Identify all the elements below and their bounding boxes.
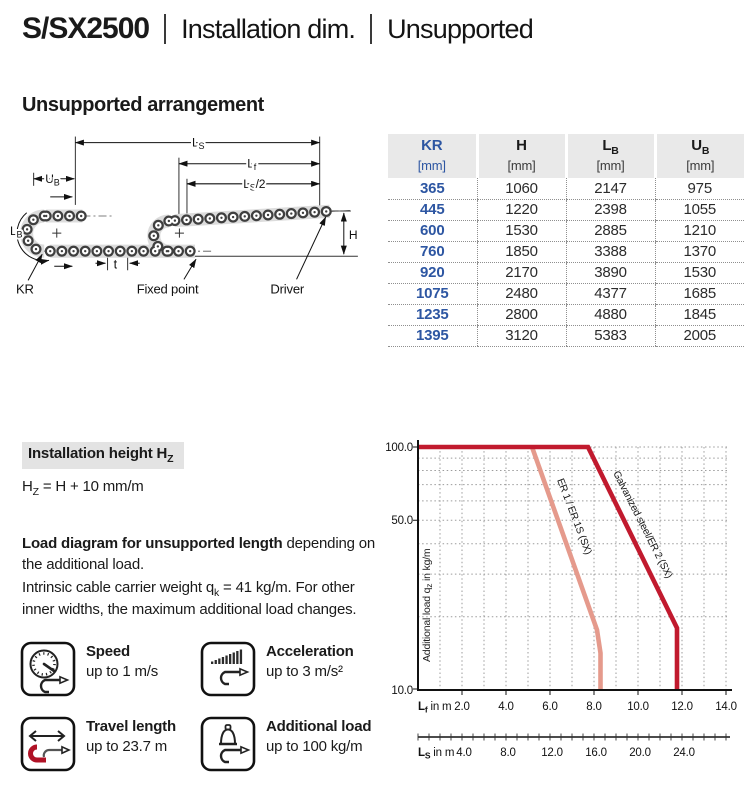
acceleration-icon	[200, 641, 256, 697]
header-divider	[370, 14, 372, 44]
feature-title: Travel length	[86, 718, 176, 735]
y-tick: 100.0	[385, 442, 413, 454]
x2-tick: 12.0	[541, 747, 563, 759]
x-tick: 6.0	[542, 701, 558, 713]
feature-acceleration	[200, 641, 354, 697]
x-tick: 12.0	[671, 701, 693, 713]
feature-title: Acceleration	[266, 643, 354, 660]
feature-value: up to 3 m/s²	[266, 662, 343, 680]
y-axis-label: Additional load qz in kg/m	[421, 548, 434, 662]
header-divider	[164, 14, 166, 44]
header-section: Installation dim.	[181, 13, 356, 44]
center-marks	[52, 229, 184, 238]
x2-tick: 8.0	[500, 747, 516, 759]
x2-tick: 16.0	[585, 747, 607, 759]
x-tick: 4.0	[498, 701, 514, 713]
table-row: 760 1850 3388 1370	[388, 241, 744, 262]
feature-additional-load	[200, 716, 371, 772]
x-tick: 8.0	[586, 701, 602, 713]
dim-label-kr: KR	[16, 281, 34, 297]
feature-value: up to 100 kg/m	[266, 737, 363, 755]
y-tick: 10.0	[391, 685, 413, 697]
table-row: 1235 2800 4880 1845	[388, 304, 744, 325]
cable-carrier-chain	[27, 211, 330, 251]
dim-label-ls: $L_S$	[191, 135, 205, 152]
col-header-lb: $L_B$ [mm]	[566, 134, 655, 178]
series-er2-label: Galvanized steel/ER 2 (SX)	[610, 469, 675, 581]
page-header	[22, 12, 533, 46]
dim-label-lb: $L_B$	[10, 224, 23, 240]
additional-load-icon	[200, 716, 256, 772]
table-row: 600 1530 2885 1210	[388, 220, 744, 241]
dim-label-lf: $L_f$	[247, 156, 257, 173]
feature-value: up to 23.7 m	[86, 737, 167, 755]
section-title: Unsupported arrangement	[22, 94, 264, 116]
series-er1-label: ER 1 / ER 1S (SX)	[554, 477, 594, 557]
col-header-kr: KR [mm]	[388, 134, 477, 178]
speedometer-icon	[20, 641, 76, 697]
label-fixed-point: Fixed point	[136, 281, 199, 297]
unsupported-arrangement-diagram	[8, 128, 380, 310]
feature-title: Speed	[86, 643, 131, 660]
table-row: 1075 2480 4377 1685	[388, 283, 744, 304]
header-page: Unsupported	[387, 13, 533, 44]
x-axis-label: $L_f$ in m	[418, 701, 452, 715]
load-diagram-note: Load diagram for unsupported length depending on the additional load.	[22, 535, 375, 573]
x2-axis-label: $L_S$ in m	[418, 747, 455, 761]
feature-title: Additional load	[266, 718, 372, 735]
dim-label-h: H	[348, 228, 358, 243]
dimensions-table	[388, 134, 744, 347]
x2-tick: 24.0	[673, 747, 695, 759]
table-row: 920 2170 3890 1530	[388, 262, 744, 283]
x-tick: 2.0	[454, 701, 470, 713]
x-tick: 10.0	[627, 701, 649, 713]
x2-tick: 4.0	[456, 747, 472, 759]
x-tick: 14.0	[715, 701, 737, 713]
col-header-h: H [mm]	[477, 134, 566, 178]
table-row: 365 1060 2147 975	[388, 178, 744, 199]
load-diagram-chart	[380, 425, 745, 805]
intrinsic-weight-note: Intrinsic cable carrier weight $q_k = 41$ kg/m. For other inner widths, the maximum additional load changes.	[22, 579, 357, 619]
y-tick: 50.0	[391, 515, 413, 527]
x2-tick: 20.0	[629, 747, 651, 759]
dim-label-ls2: $L_S/2$	[243, 176, 266, 193]
feature-travel-length	[20, 716, 176, 772]
product-title: S/SX2500	[22, 12, 150, 45]
feature-speed	[20, 641, 158, 697]
installation-height-formula: $H_Z = H + 10$ mm/m	[22, 478, 144, 498]
table-header-row	[388, 134, 744, 178]
travel-length-icon	[20, 716, 76, 772]
feature-value: up to 1 m/s	[86, 662, 159, 680]
label-driver: Driver	[270, 281, 305, 297]
dim-label-t: t	[113, 257, 117, 272]
table-row: 445 1220 2398 1055	[388, 199, 744, 220]
col-header-ub: $U_B$ [mm]	[655, 134, 744, 178]
installation-height-heading: Installation height $H_Z$	[22, 442, 184, 469]
dim-label-ub: $U_B$	[45, 171, 60, 188]
table-row: 1395 3120 5383 2005	[388, 325, 744, 346]
